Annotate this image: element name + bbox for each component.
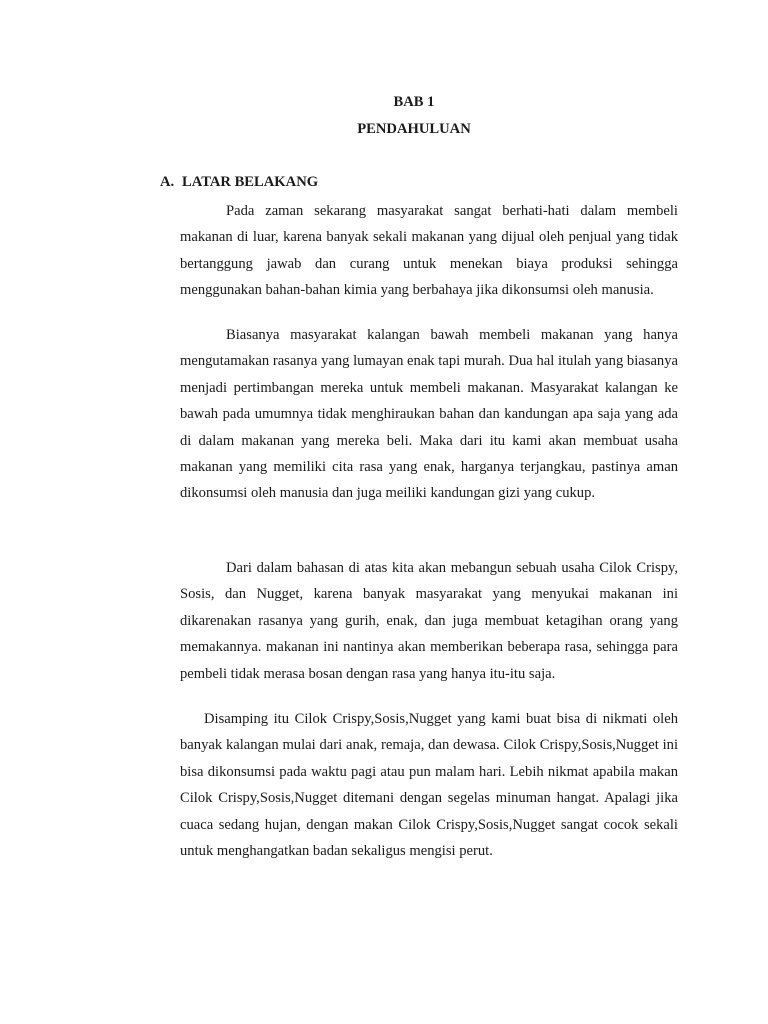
paragraph-2: Biasanya masyarakat kalangan bawah membeli makanan yang hanya mengutamakan rasanya yang lumayan enak tapi murah. Dua hal itulah yang biasanya menjadi pertimbangan mereka untuk membeli makanan. Masyarakat kalangan ke bawah pada umumnya tidak menghiraukan bahan dan kandungan apa saja yang ada di dalam makanan yang mereka beli. Maka dari itu kami akan membuat usaha makanan yang memiliki cita rasa yang enak, harganya terjangkau, pastinya aman dikonsumsi oleh manusia dan juga meiliki kandungan gizi yang cukup.: [180, 327, 678, 502]
section-title: LATAR BELAKANG: [182, 174, 319, 190]
section-heading: [160, 174, 318, 191]
paragraph-1: Pada zaman sekarang masyarakat sangat berhati-hati dalam membeli makanan di luar, karena banyak sekali makanan yang dijual oleh penjual yang tidak bertanggung jawab dan curang untuk menekan biaya produksi sehingga menggunakan bahan-bahan kimia yang berbahaya jika dikonsumsi oleh manusia.: [180, 203, 678, 299]
paragraph-3: Dari dalam bahasan di atas kita akan mebangun sebuah usaha Cilok Crispy, Sosis, dan Nugget, karena banyak masyarakat yang menyukai makanan ini dikarenakan rasanya yang gurih, enak, dan juga membuat ketagihan orang yang memakannya. makanan ini nantinya akan memberikan beberapa rasa, sehingga para pembeli tidak merasa bosan dengan rasa yang hanya itu-itu saja.: [180, 560, 678, 682]
section-marker: A.: [160, 174, 175, 190]
chapter-title: PENDAHULUAN: [357, 121, 471, 137]
chapter-label: BAB 1: [393, 94, 435, 110]
paragraph-4: Disamping itu Cilok Crispy,Sosis,Nugget yang kami buat bisa di nikmati oleh banyak kalangan mulai dari anak, remaja, dan dewasa. Cilok Crispy,Sosis,Nugget ini bisa dikonsumsi pada waktu pagi atau pun malam hari. Lebih nikmat apabila makan Cilok Crispy,Sosis,Nugget ditemani dengan segelas minuman hangat. Apalagi jika cuaca sedang hujan, dengan makan Cilok Crispy,Sosis,Nugget sangat cocok sekali untuk menghangatkan badan sekaligus mengisi perut.: [180, 711, 678, 860]
